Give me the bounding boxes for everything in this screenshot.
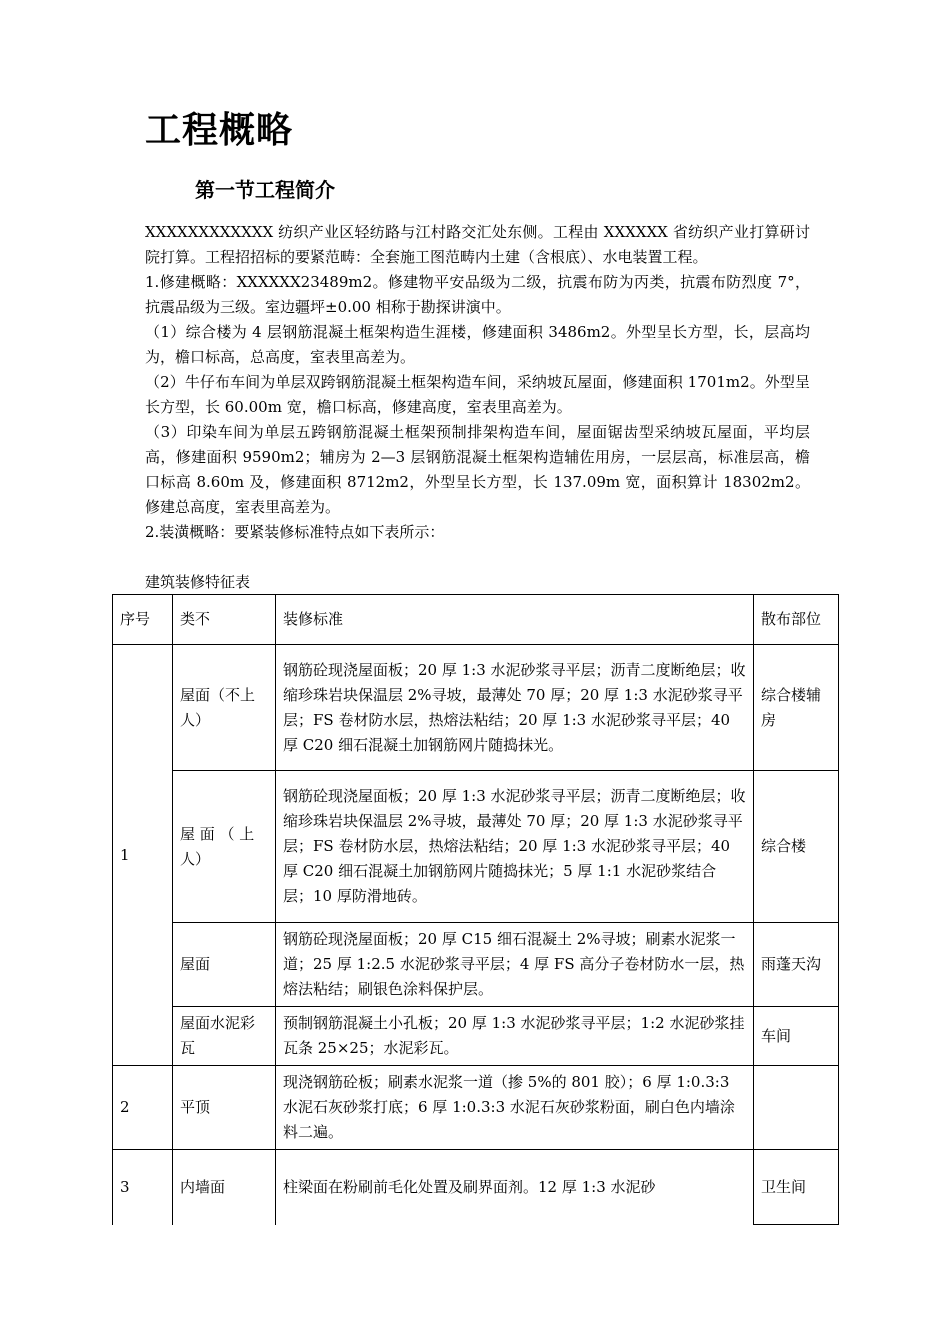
row-category: 屋面水泥彩瓦 <box>173 1007 276 1066</box>
table-row <box>113 645 839 771</box>
row-category: 屋面（不上人） <box>173 645 276 771</box>
paragraph-building-overview: 1.修建概略：XXXXXX23489m2。修建物平安品级为二级，抗震布防为丙类，抗震布防烈度 7°，抗震品级为三级。室边疆坪±0.00 相称于勘探讲演中。 <box>145 273 810 316</box>
row-location: 雨蓬天沟 <box>754 923 839 1007</box>
table-row <box>113 1007 839 1066</box>
row-location: 综合楼辅房 <box>754 645 839 771</box>
table-row <box>113 771 839 923</box>
table-row <box>113 1066 839 1150</box>
row-standard: 钢筋砼现浇屋面板；20 厚 C15 细石混凝土 2%寻坡；刷素水泥浆一道；25 厚 1:2.5 水泥砂浆寻平层；4 厚 FS 高分子卷材防水一层，热熔法粘结；刷银色涂料保护层。 <box>276 923 754 1007</box>
table-row <box>113 923 839 1007</box>
row-no: 3 <box>113 1150 173 1225</box>
paragraph-intro: XXXXXXXXXXXX 纺织产业区轻纺路与江村路交汇处东侧。工程由 XXXXXX 省纺织产业打算研讨院打算。工程招招标的要紧范畴：全套施工图范畴内土建（含根底）、水电装置工程。 <box>145 223 810 266</box>
table-header-row <box>113 595 839 645</box>
row-category: 内墙面 <box>173 1150 276 1225</box>
row-standard: 预制钢筋混凝土小孔板；20 厚 1:3 水泥砂浆寻平层；1:2 水泥砂浆挂瓦条 25×25；水泥彩瓦。 <box>276 1007 754 1066</box>
row-standard: 柱梁面在粉刷前毛化处置及刷界面剂。12 厚 1:3 水泥砂 <box>276 1150 754 1225</box>
paragraph-dyeing-workshop: （3）印染车间为单层五跨钢筋混凝土框架预制排架构造车间，屋面锯齿型采纳坡瓦屋面，平均层高，修建面积 9590m2；辅房为 2—3 层钢筋混凝土框架构造辅佐用房，一层层高，标准层高，檐口标高 8.60m 及，修建面积 8712m2，外型呈长方型，长 137.09m 宽，面积算计 18302m2。修建总高度，室表里高差为。 <box>145 423 810 516</box>
header-category: 类不 <box>173 595 276 645</box>
header-no: 序号 <box>113 595 173 645</box>
paragraph-decoration-overview: 2.装潢概略：要紧装修标准特点如下表所示： <box>145 523 445 541</box>
body-text <box>145 220 810 545</box>
row-location <box>754 1066 839 1150</box>
table-caption: 建筑装修特征表 <box>145 573 251 591</box>
header-location: 散布部位 <box>754 595 839 645</box>
decoration-spec-table <box>112 594 839 1225</box>
row-standard: 现浇钢筋砼板；刷素水泥浆一道（掺 5%的 801 胶）；6 厚 1:0.3:3 水泥石灰砂浆打底；6 厚 1:0.3:3 水泥石灰砂浆粉面，刷白色内墙涂料二遍。 <box>276 1066 754 1150</box>
row-category: 平顶 <box>173 1066 276 1150</box>
row-standard: 钢筋砼现浇屋面板；20 厚 1:3 水泥砂浆寻平层；沥青二度断绝层；收缩珍珠岩块保温层 2%寻坡，最薄处 70 厚；20 厚 1:3 水泥砂浆寻平层；FS 卷材防水层，热熔法粘结；20 厚 1:3 水泥砂浆寻平层；40 厚 C20 细石混凝土加钢筋网片随捣抹光；5 厚 1:1 水泥砂浆结合层；10 厚防滑地砖。 <box>276 771 754 923</box>
row-no: 2 <box>113 1066 173 1150</box>
row-category: 屋面 <box>173 923 276 1007</box>
paragraph-denim-workshop: （2）牛仔布车间为单层双跨钢筋混凝土框架构造车间，采纳坡瓦屋面，修建面积 1701m2。外型呈长方型，长 60.00m 宽，檐口标高，修建高度，室表里高差为。 <box>145 373 810 416</box>
header-standard: 装修标准 <box>276 595 754 645</box>
row-standard: 钢筋砼现浇屋面板；20 厚 1:3 水泥砂浆寻平层；沥青二度断绝层；收缩珍珠岩块保温层 2%寻坡，最薄处 70 厚；20 厚 1:3 水泥砂浆寻平层；FS 卷材防水层，热熔法粘结；20 厚 1:3 水泥砂浆寻平层；40 厚 C20 细石混凝土加钢筋网片随捣抹光。 <box>276 645 754 771</box>
row-category: 屋 面 （ 上人） <box>173 771 276 923</box>
row-location: 综合楼 <box>754 771 839 923</box>
row-location: 车间 <box>754 1007 839 1066</box>
row-location: 卫生间 <box>754 1150 839 1225</box>
page-title: 工程概略 <box>145 110 294 151</box>
paragraph-complex-building: （1）综合楼为 4 层钢筋混凝土框架构造生涯楼，修建面积 3486m2。外型呈长方型，长，层高均为，檐口标高，总高度，室表里高差为。 <box>145 323 810 366</box>
table-row <box>113 1150 839 1225</box>
section-title: 第一节工程简介 <box>195 178 335 202</box>
row-no: 1 <box>113 645 173 1066</box>
